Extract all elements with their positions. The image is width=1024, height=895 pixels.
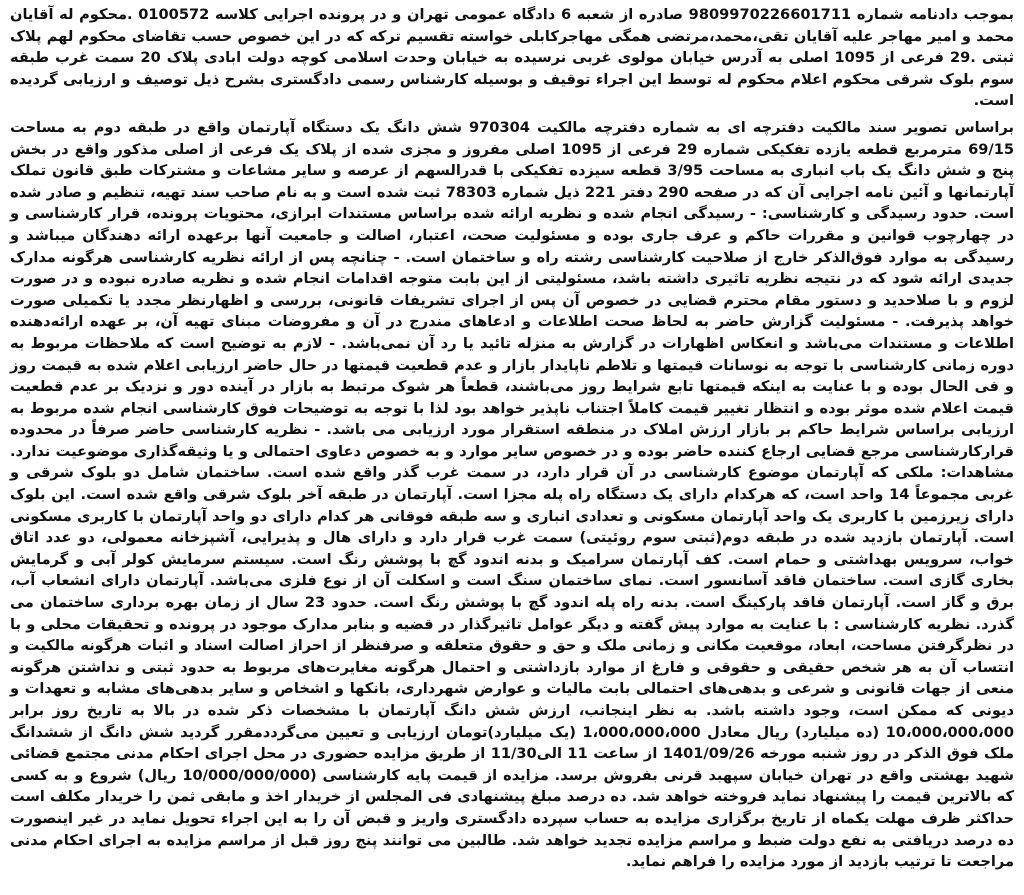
notice-intro-paragraph: بموجب دادنامه شماره 9809970226601711 صادره از شعبه 6 دادگاه عمومی تهران و در پرونده اجرایی کلاسه 0100572 .محکوم له آقایان محمد و امیر مهاجر علیه آقایان تقی،محمد،مرتضی همگی مهاجرکابلی خواسته تقسیم ترکه که در این خصوص حسب تقاضای محکوم لهم پلاک ثبتی .29 فرعی از 1095 اصلی به آدرس خیابان مولوی غربی نرسیده به خیابان وحدت اسلامی کوچه دولت ابادی پلاک 20 سمت غرب طبقه سوم بلوک شرقی محکوم اعلام محکوم له توسط این اجراء توقیف و بوسیله کارشناس رسمی دادگستری بشرح ذیل توصیف و ارزیابی گردیده است. (10, 6, 1014, 110)
notice-body-paragraph: براساس تصویر سند مالکیت دفترچه ای به شماره دفترچه مالکیت 970304 شش دانگ یک دستگاه آپارتمان واقع در طبقه دوم به مساحت 69/15 مترمربع قطعه یازده تفکیکی شماره 29 فرعی از 1095 اصلی مفروز و مجزی شده از پلاک یک فرعی از اصلی مذکور واقع در بخش پنج و شش دانگ یک باب انباری به مساحت 3/95 قطعه سیزده تفکیکی با قدرالسهم از عرصه و سایر مشاعات و مشترکات طبق قانون تملک آپارتمانها و آئین نامه اجرایی آن که در صفحه 290 دفتر 221 ذیل شماره 78303 ثبت شده است و به نام صاحب سند تهیه، تنظیم و صادر شده است. حدود رسیدگی و کارشناسی: - رسیدگی انجام شده و نظریه ارائه شده براساس مستندات ابرازی، محتویات پرونده، قرار کارشناسی و در چهارچوب قوانین و مقررات حاکم و عرف جاری بوده و مسئولیت صحت، اعتبار، اصالت و جامعیت آنها برعهده ارائه دهندگان میباشد و رسیدگی به موارد فوق‌الذکر خارج از صلاحیت کارشناسی رشته راه و ساختمان است. - چنانچه پس از ارائه نظریه کارشناسی هرگونه مدارک جدیدی ارائه شود که در نتیجه نظریه تاثیری داشته باشد، مسئولیتی از این بابت متوجه اقدامات انجام شده و نظریه صادره نبوده و در صورت لزوم و با صلاحدید و دستور مقام محترم قضایی در خصوص آن پس از اجرای تشریفات قانونی، بررسی و اظهارنظر مجدد یا تکمیلی صورت خواهد پذیرفت. - مسئولیت گزارش حاضر به لحاظ صحت اطلاعات و ادعاهای مندرج در آن و مفروضات مبنای تهیه آن، بر عهده ارائه‌دهنده اطلاعات و مستندات می‌باشد و انعکاس اظهارات در گزارش به منزله تائید یا رد آن نمی‌باشد. - لازم به توضیح است که ملاحظات مربوط به دوره زمانی کارشناسی با توجه به نوسانات قیمتها و تلاطم ناپایدار بازار و عدم قطعیت قیمتها در حال حاضر ارزیابی اعلام شده به قیمت روز و فی الحال بوده و با عنایت به اینکه قیمتها تابع شرایط روز می‌باشند، قطعاً هر شوک مرتبط به بازار در آینده دور و نزدیک بر عدم قطعیت قیمت اعلام شده موثر بوده و انتظار تغییر قیمت کاملاً اجتناب ناپذیر خواهد بود لذا با توجه به توضیحات فوق کارشناسی انجام شده مربوط به ارزیابی براساس شرایط حاکم بر بازار ارزش املاک در منطقه استقرار مورد ارزیابی می باشد. - نظریه کارشناسی حاضر صرفاً در محدوده قرارکارشناسی مرجع قضایی ارجاع کننده حاضر بوده و در خصوص سایر موارد و به خصوص دعاوی احتمالی و یا وثیقه‌گذاری موضوعیت ندارد. مشاهدات: ملکی که آپارتمان موضوع کارشناسی در آن قرار دارد، در سمت غرب گذر واقع شده است. ساختمان شامل دو بلوک شرقی و غربی مجموعاً 14 واحد است، که هرکدام دارای یک دستگاه راه پله مجزا است. آپارتمان در طبقه آخر بلوک شرقی واقع شده است. این بلوک دارای زیرزمین با کاربری یک واحد آپارتمان مسکونی و تعدادی انباری و سه طبقه فوقانی هر کدام دارای دو واحد آپارتمان با کاربری مسکونی است. آپارتمان بازدید شده در طبقه دوم(ثبتی سوم روئیتی) سمت غرب قرار دارد و دارای هال و پذیرایی، آشپزخانه معمولی، دو عدد اتاق خواب، سرویس بهداشتی و حمام است. کف آپارتمان سرامیک و بدنه اندود گچ با پوشش رنگ است. سیستم سرمایش کولر آبی و گرمایش بخاری گازی است. ساختمان فاقد آسانسور است. نمای ساختمان سنگ است و اسکلت آن از نوع فلزی می‌باشد. آپارتمان دارای انشعاب آب، برق و گاز است. آپارتمان فاقد پارکینگ است. بدنه راه پله اندود گچ با پوشش رنگ است. حدود 23 سال از زمان بهره برداری ساختمان می گذرد. نظریه کارشناسی : با عنایت به موارد پیش گفته و دیگر عوامل تاثیرگذار در قضیه و بنابر مدارک موجود در پرونده و تحقیقات محلی و با در نظرگرفتن مساحت، ابعاد، موقعیت مکانی و زمانی ملک و حق و حقوق متعلقه و صرفنظر از احراز اصالت اسناد و اثبات هرگونه مالکیت و انتساب آن به هر شخص حقیقی و حقوقی و فارغ از موارد بازداشتی و احتمال هرگونه مغایرت‌های مربوط به حدود ثبتی و نداشتن هرگونه منعی از جهات قانونی و شرعی و بدهی‌های احتمالی بابت مالیات و عوارض شهرداری، بانکها و اشخاص و سایر بدهی‌های مشابه و تعهدات و دیونی که ممکن است، وجود داشته باشد. به نظر اینجانب، ارزش شش دانگ آپارتمان با مشخصات ذکر شده در بالا به تاریخ روز برابر 10،000،000،000 (ده میلیارد) ریال معادل 1،000،000،000 (یک میلیارد)تومان ارزیابی و تعیین می‌گرددمقرر گردید شش دانگ از ششدانگ ملک فوق الذکر در روز شنبه مورخه 1401/09/26 از ساعت 11 الی11/30 از طریق مزایده حضوری در محل اجرای احکام مدنی مجتمع قضائی شهید بهشتی واقع در تهران خیابان سپهبد قرنی بفروش برسد. مزایده از قیمت پایه کارشناسی (10/000/000/000 ریال) شروع و به کسی که بالاترین قیمت را پیشنهاد نماید فروخته خواهد شد. ده درصد مبلغ پیشنهادی فی المجلس از خریدار اخذ و مابقی ثمن را خریدار مکلف است حداکثر ظرف مهلت یکماه از تاریخ برگزاری مزایده به حساب سپرده دادگستری واریز و قبض آن را به این اجراء تحویل نماید در غیر اینصورت ده درصد دریافتی به نفع دولت ضبط و مراسم مزایده تجدید خواهد شد. طالبین می توانند پنج روز قبل از مراسم مزایده به اجرای احکام مدنی مراجعت تا ترتیب بازدید از مورد مزایده را فراهم نماید. (10, 118, 1015, 871)
